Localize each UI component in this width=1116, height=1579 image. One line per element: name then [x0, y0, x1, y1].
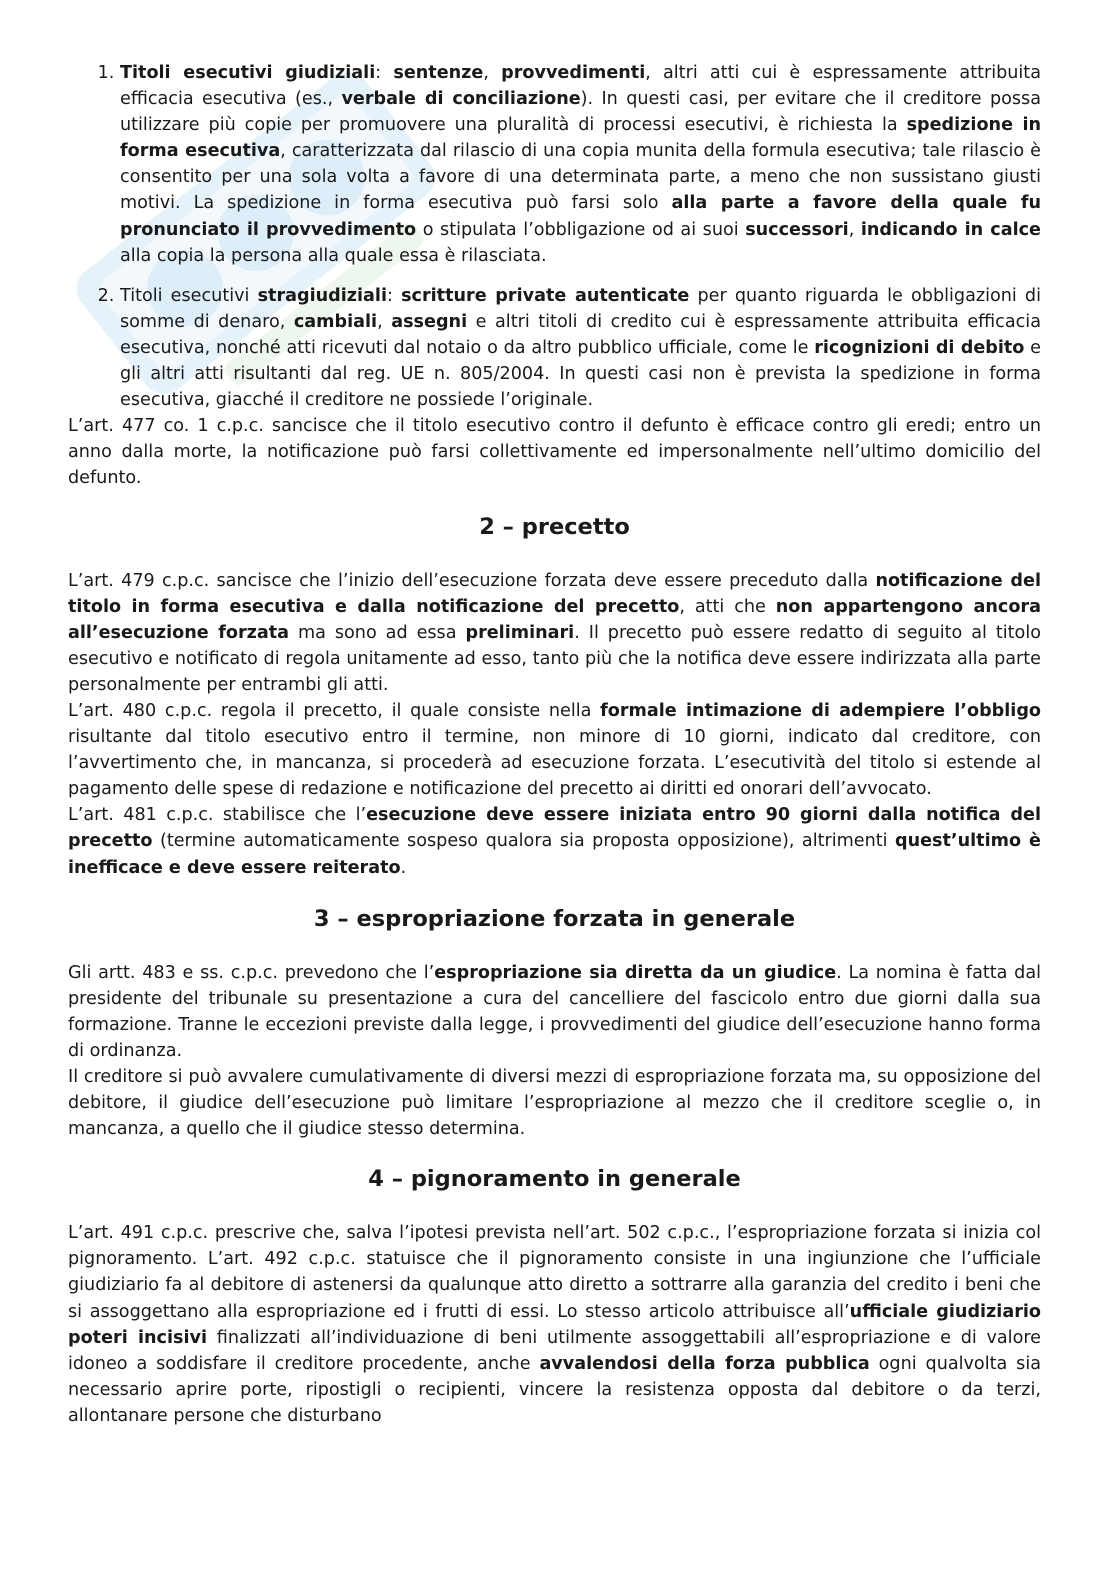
text-run: ,: [377, 311, 392, 332]
bold-text: non appartengono ancora all’esecuzione forzata: [68, 596, 1041, 643]
text-run: e altri titoli di credito cui è espressamente attribuita efficacia esecutiva, nonché atti ricevuti dal notaio o da altro pubblico ufficiale, come le: [120, 311, 1041, 358]
document-page: [68, 60, 1041, 1429]
section: [68, 904, 1041, 1143]
bold-text: stragiudiziali: [257, 285, 387, 306]
bold-text: espropriazione sia diretta da un giudice: [434, 962, 837, 983]
paragraph: [68, 1064, 1041, 1142]
bold-text: alla parte a favore della quale fu pronunciato il provvedimento: [120, 193, 1042, 240]
bold-text: cambiali: [293, 311, 378, 332]
text-run: ,: [848, 219, 861, 240]
text-run: ,: [483, 63, 502, 83]
text-run: L’art. 491 c.p.c. prescrive che, salva l’ipotesi prevista nell’art. 502 c.p.c., l’espropriazione forzata si inizia col pignoramento. L’art. 492 c.p.c. statuisce che il pignoramento consiste in una ingiunzione che l’ufficiale giudiziario fa al debitore di astenersi da qualunque atto diretto a sottrarre alla garanzia del credito i beni che si assoggettano alla espropriazione ed i frutti di essi. Lo stesso articolo attribuisce all’: [68, 1223, 1041, 1322]
text-run: L’art. 479 c.p.c. sancisce che l’inizio dell’esecuzione forzata deve essere preceduto dalla: [68, 570, 876, 591]
text-run: , altri atti cui è espressamente attribuita efficacia esecutiva (es.,: [120, 63, 1041, 110]
bold-text: avvalendosi della forza pubblica: [539, 1353, 870, 1374]
bold-text: sentenze: [393, 63, 484, 83]
bold-text: spedizione in forma esecutiva: [120, 115, 1041, 162]
bold-text: indicando in calce: [860, 219, 1041, 240]
paragraph: [68, 802, 1041, 880]
bold-text: ufficiale giudiziario poteri incisivi: [68, 1301, 1041, 1348]
bold-text: Titoli esecutivi giudiziali: [120, 63, 376, 83]
section-heading: 2 – precetto: [479, 513, 630, 540]
paragraph: [68, 568, 1041, 698]
text-run: L’art. 477 co. 1 c.p.c. sancisce che il titolo esecutivo contro il defunto è efficace contro gli eredi; entro un anno dalla morte, la notificazione può farsi collettivamente ed impersonalmente nell’ultimo domicilio del defunto.: [68, 416, 1041, 489]
text-run: Titoli esecutivi: [120, 285, 258, 306]
section-heading: 3 – espropriazione forzata in generale: [313, 905, 796, 932]
text-run: ma sono ad essa: [289, 622, 466, 643]
text-run: Gli artt. 483 e ss. c.p.c. prevedono che l’: [68, 962, 435, 983]
text-run: (termine automaticamente sospeso qualora sia proposta opposizione), altrimenti: [152, 831, 895, 852]
text-run: ). In questi casi, per evitare che il creditore possa utilizzare più copie per promuovere una pluralità di processi esecutivi, è richiesta la: [120, 89, 1041, 136]
text-run: finalizzati all’individuazione di beni utilmente assoggettabili all’espropriazione e di valore idoneo a soddisfare il creditore procedente, anche: [68, 1327, 1042, 1374]
paragraph: [68, 413, 1041, 491]
text-run: ogni qualvolta sia necessario aprire porte, ripostigli o recipienti, vincere la resistenza opposta dal debitore o da terzi, allontanare persone che disturbano: [68, 1353, 1042, 1426]
section: [68, 512, 1041, 881]
list-item: [120, 283, 1041, 413]
bold-text: provvedimenti: [501, 63, 646, 83]
sections-container: [68, 512, 1041, 1430]
text-run: . La nomina è fatta dal presidente del tribunale su presentazione a cura del cancelliere del fascicolo entro due giorni dalla sua formazione. Tranne le eccezioni previste dalla legge, i provvedimenti del giudice dell’esecuzione hanno forma di ordinanza.: [68, 962, 1041, 1061]
bold-text: esecuzione deve essere iniziata entro 90 giorni dalla notifica del precetto: [68, 805, 1041, 852]
text-run: :: [386, 285, 402, 306]
bold-text: successori: [745, 219, 849, 240]
paragraph: [68, 960, 1041, 1064]
section: [68, 1164, 1041, 1429]
bold-text: quest’ultimo è inefficace e deve essere reiterato: [68, 831, 1041, 878]
text-run: alla copia la persona alla quale essa è rilasciata.: [120, 245, 547, 266]
bold-text: verbale di conciliazione: [341, 89, 581, 110]
text-run: o stipulata l’obbligazione od ai suoi: [416, 219, 746, 240]
bold-text: assegni: [391, 311, 468, 332]
paragraph: [68, 1220, 1041, 1429]
text-run: e gli altri atti risultanti dal reg. UE n. 805/2004. In questi casi non è prevista la spedizione in forma esecutiva, giacché il creditore ne possiede l’originale.: [120, 337, 1042, 411]
text-run: L’art. 481 c.p.c. stabilisce che l’: [68, 805, 367, 826]
text-run: . Il precetto può essere redatto di seguito al titolo esecutivo e notificato di regola unitamente ad esso, tanto più che la notifica deve essere indirizzata alla parte personalmente per entrambi gli atti.: [68, 622, 1041, 695]
text-run: L’art. 480 c.p.c. regola il precetto, il quale consiste nella: [68, 700, 601, 721]
titoli-list: [68, 60, 1041, 413]
bold-text: scritture private autenticate: [401, 285, 690, 306]
text-run: , caratterizzata dal rilascio di una copia munita della formula esecutiva; tale rilascio è consentito per una sola volta a favore di una determinata parte, a meno che non sussistano giusti motivi. La spedizione in forma esecutiva può farsi solo: [120, 141, 1041, 214]
text-run: :: [375, 63, 394, 83]
intro-after-list: [68, 413, 1041, 491]
bold-text: preliminari: [465, 622, 575, 643]
text-run: Il creditore si può avvalere cumulativamente di diversi mezzi di espropriazione forzata ma, su opposizione del debitore, il giudice dell’esecuzione può limitare l’espropriazione al mezzo che il creditore sceglie o, in mancanza, a quello che il giudice stesso determina.: [68, 1067, 1041, 1140]
list-item: [120, 60, 1041, 269]
bold-text: ricognizioni di debito: [814, 337, 1025, 358]
section-heading: 4 – pignoramento in generale: [368, 1166, 741, 1193]
paragraph: [68, 698, 1041, 802]
text-run: risultante dal titolo esecutivo entro il termine, non minore di 10 giorni, indicato dal creditore, con l’avvertimento che, in mancanza, si procederà ad esecuzione forzata. L’esecutività del titolo si estende al pagamento delle spese di redazione e notificazione del precetto ai diritti ed onorari dell’avvocato.: [68, 727, 1041, 800]
text-run: , atti che: [679, 596, 776, 617]
text-run: per quanto riguarda le obbligazioni di somme di denaro,: [120, 285, 1041, 332]
bold-text: notificazione del titolo in forma esecutiva e dalla notificazione del precetto: [68, 570, 1041, 617]
bold-text: formale intimazione di adempiere l’obbligo: [600, 700, 1041, 721]
text-run: .: [400, 857, 407, 878]
